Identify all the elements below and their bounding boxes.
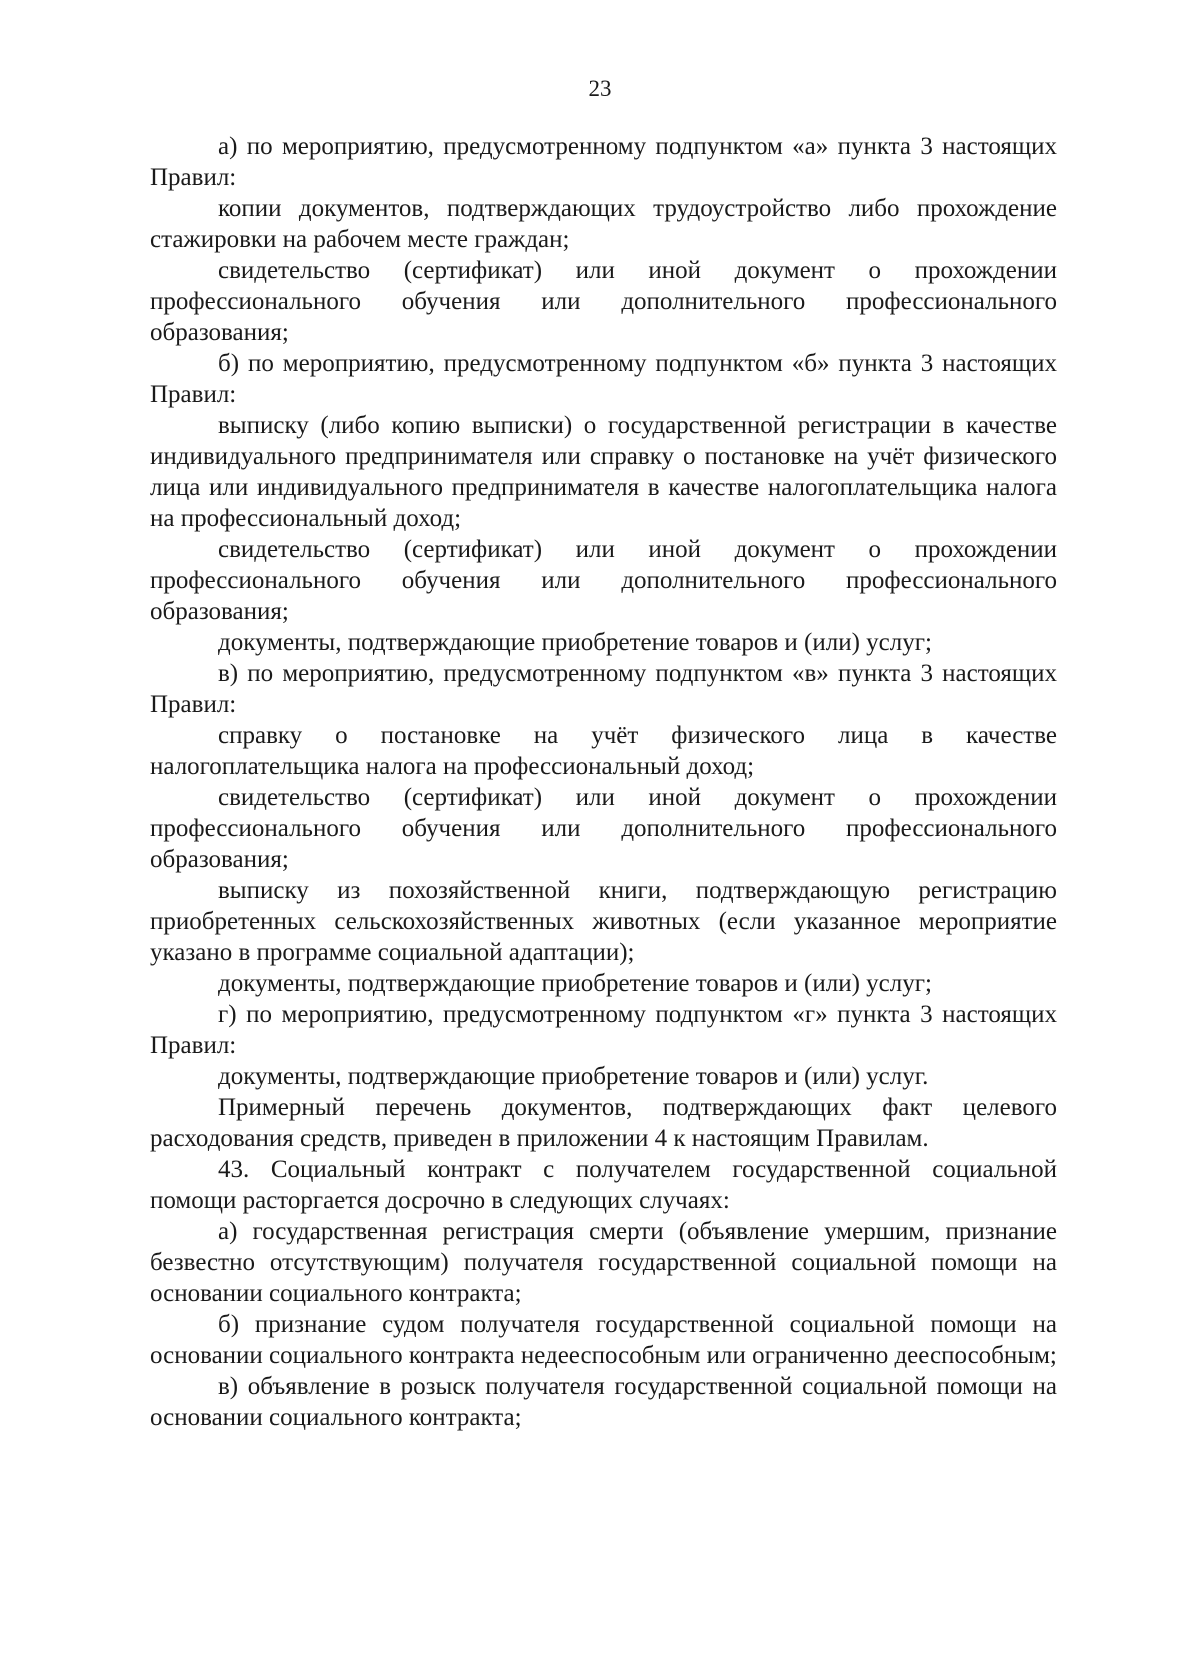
paragraph-registration-extract: выписку (либо копию выписки) о государственной регистрации в качестве индивидуального предпринимателя или справку о постановке на учёт физического лица или индивидуального предпринимателя в качестве налогоплательщика налога на профессиональный доход; [150,412,1057,532]
paragraph-tax-registration: справку о постановке на учёт физического лица в качестве налогоплательщика налога на профессиональный доход; [150,722,1057,780]
paragraph-v-measure-v: в) по мероприятию, предусмотренному подпунктом «в» пункта 3 настоящих Правил: [150,660,1057,718]
paragraph-purchase-documents: документы, подтверждающие приобретение товаров и (или) услуг. [218,1063,929,1090]
paragraph-household-book-extract: выписку из похозяйственной книги, подтверждающую регистрацию приобретенных сельскохозяйственных животных (если указанное мероприятие указано в программе социальной адаптации); [150,877,1057,966]
paragraph-g-measure-g: г) по мероприятию, предусмотренному подпунктом «г» пункта 3 настоящих Правил: [150,1001,1057,1059]
paragraph-documents-list-reference: Примерный перечень документов, подтверждающих факт целевого расходования средств, приведен в приложении 4 к настоящим Правилам. [150,1094,1057,1152]
paragraph-termination-a: а) государственная регистрация смерти (объявление умершим, признание безвестно отсутствующим) получателя государственной социальной помощи на основании социального контракта; [150,1218,1057,1307]
page-number: 23 [588,76,612,101]
paragraph-purchase-documents: документы, подтверждающие приобретение товаров и (или) услуг; [218,629,932,656]
paragraph-purchase-documents: документы, подтверждающие приобретение товаров и (или) услуг; [218,970,932,997]
paragraph-termination-v: в) объявление в розыск получателя государственной социальной помощи на основании социального контракта; [150,1373,1057,1431]
paragraph-43-termination: 43. Социальный контракт с получателем государственной социальной помощи расторгается досрочно в следующих случаях: [150,1156,1057,1214]
paragraph-a-measure-a: а) по мероприятию, предусмотренному подпунктом «а» пункта 3 настоящих Правил: [150,133,1057,191]
paragraph-training-certificate: свидетельство (сертификат) или иной документ о прохождении профессионального обучения или дополнительного профессионального образования; [150,536,1057,625]
paragraph-employment-copies: копии документов, подтверждающих трудоустройство либо прохождение стажировки на рабочем месте граждан; [150,195,1057,253]
paragraph-training-certificate: свидетельство (сертификат) или иной документ о прохождении профессионального обучения или дополнительного профессионального образования; [150,257,1057,346]
paragraph-training-certificate: свидетельство (сертификат) или иной документ о прохождении профессионального обучения или дополнительного профессионального образования; [150,784,1057,873]
document-body [150,131,1057,1433]
paragraph-b-measure-b: б) по мероприятию, предусмотренному подпунктом «б» пункта 3 настоящих Правил: [150,350,1057,408]
paragraph-termination-b: б) признание судом получателя государственной социальной помощи на основании социального контракта недееспособным или ограниченно дееспособным; [150,1311,1057,1369]
